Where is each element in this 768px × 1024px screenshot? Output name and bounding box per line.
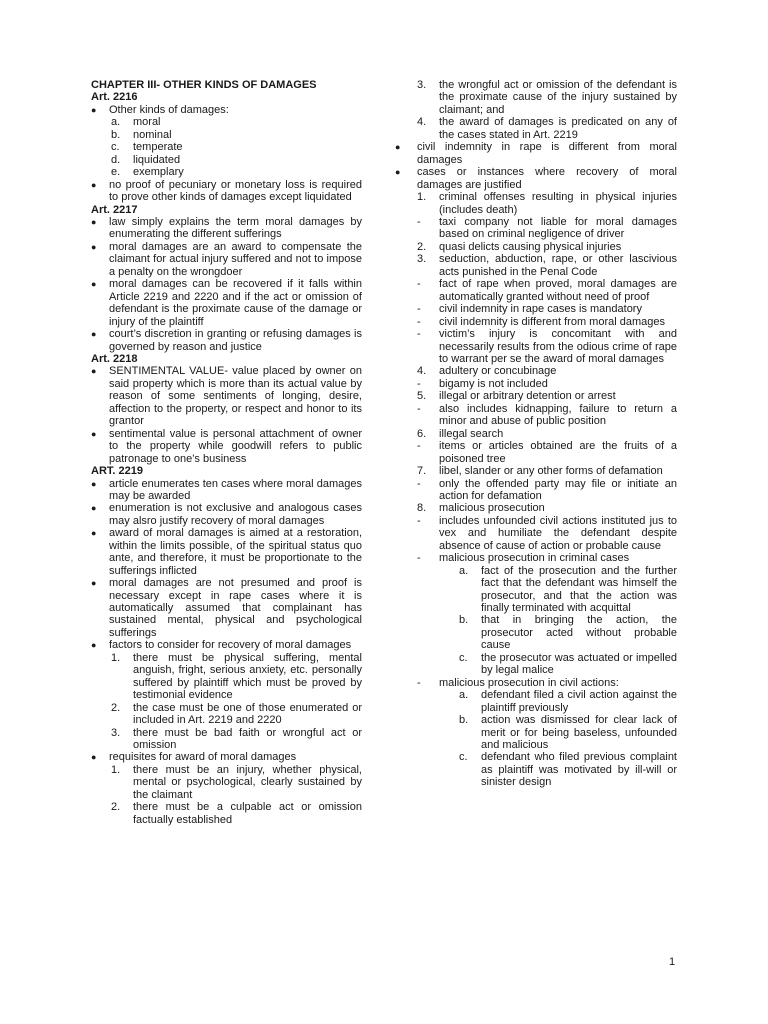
sub-item xyxy=(91,141,362,153)
bullet-item xyxy=(91,577,362,639)
bullet-text: Other kinds of damages: xyxy=(109,103,229,116)
left-column xyxy=(91,79,362,826)
item-marker: 1. xyxy=(111,651,121,664)
bullet-text: civil indemnity in rape is different from moral damages xyxy=(417,141,677,166)
numbered-item xyxy=(417,116,677,141)
bullet-item xyxy=(91,639,362,651)
bullet-text: SENTIMENTAL VALUE- value placed by owner on said property which is more than its actual value by reason of some sentiments of longing, desire, affection to the property, or respect and honor to its grantor xyxy=(109,365,362,428)
bullet-icon: ● xyxy=(91,241,97,252)
sub-item xyxy=(91,129,362,141)
item-text: civil indemnity in rape cases is mandatory xyxy=(439,303,642,316)
numbered-item xyxy=(459,652,677,677)
item-marker: 4. xyxy=(417,365,427,378)
sub-item xyxy=(91,116,362,128)
item-marker: 2. xyxy=(417,240,427,253)
bullet-text: award of moral damages is aimed at a restoration, within the limits possible, of the spiritual status quo ante, and therefore, it must be proportionate to the sufferings inflicted xyxy=(109,527,362,577)
item-marker: - xyxy=(417,315,421,328)
item-text: fact of rape when proved, moral damages are automatically granted without need of proof xyxy=(439,278,677,303)
item-text: there must be physical suffering, mental anguish, fright, serious anxiety, etc. personally suffered by plaintiff which must be proved by testimonial evidence xyxy=(133,651,362,702)
item-text: there must be a culpable act or omission factually established xyxy=(133,801,362,826)
bullet-item xyxy=(395,166,677,191)
item-marker: 8. xyxy=(417,502,427,515)
heading-art-2219: ART. 2219 xyxy=(91,465,143,478)
item-marker: c. xyxy=(459,751,468,764)
numbered-item xyxy=(91,801,362,826)
item-marker: 3. xyxy=(111,726,121,739)
item-text: quasi delicts causing physical injuries xyxy=(439,240,622,253)
item-text: the wrongful act or omission of the defendant is the proximate cause of the injury sustained by claimant; and xyxy=(439,79,677,116)
bullet-item xyxy=(91,502,362,527)
item-marker: e. xyxy=(111,166,121,179)
bullet-text: moral damages are an award to compensate the claimant for actual injury suffered and not to impose a penalty on the wrongdoer xyxy=(109,240,362,278)
bullet-item xyxy=(91,278,362,328)
item-text: taxi company not liable for moral damages based on criminal negligence of driver xyxy=(439,215,677,241)
item-marker: 3. xyxy=(417,253,427,266)
numbered-item xyxy=(417,390,677,402)
bullet-icon: ● xyxy=(91,478,97,489)
dash-item xyxy=(417,278,677,303)
dash-item xyxy=(417,515,677,552)
item-marker: - xyxy=(417,303,421,316)
numbered-item xyxy=(417,79,677,116)
numbered-item xyxy=(459,751,677,788)
item-marker: c. xyxy=(111,141,120,154)
item-text: items or articles obtained are the fruits of a poisoned tree xyxy=(439,440,677,465)
item-text: adultery or concubinage xyxy=(439,365,557,378)
dash-item xyxy=(417,328,677,365)
item-text: there must be an injury, whether physical, mental or psychological, clearly sustained by the claimant xyxy=(133,763,362,801)
page-number: 1 xyxy=(669,956,676,968)
bullet-icon: ● xyxy=(91,279,97,290)
item-text: action was dismissed for clear lack of merit or for being baseless, unfounded and malicious xyxy=(481,714,677,752)
item-marker: d. xyxy=(111,153,121,166)
item-text: the case must be one of those enumerated or included in Art. 2219 and 2220 xyxy=(133,701,362,727)
cases-list xyxy=(417,191,677,565)
bullet-icon: ● xyxy=(91,578,97,589)
bullet-item xyxy=(91,751,362,763)
item-marker: - xyxy=(417,328,421,341)
bullet-text: moral damages are not presumed and proof is necessary except in rape cases where it is automatically assumed that complainant has sustained mental, physical and psychological sufferings xyxy=(109,577,362,639)
item-text: victim’s injury is concomitant with and necessarily results from the odious crime of rape to warrant per se the award of moral damages xyxy=(439,328,677,365)
item-text: that in bringing the action, the prosecutor acted without probable cause xyxy=(481,614,677,652)
item-marker: a. xyxy=(111,116,121,129)
item-marker: 4. xyxy=(417,116,427,129)
bullet-icon: ● xyxy=(91,528,97,539)
numbered-item xyxy=(417,191,677,216)
item-text: there must be bad faith or wrongful act or omission xyxy=(133,726,362,752)
bullet-text: law simply explains the term moral damages by enumerating the different sufferings xyxy=(109,215,362,241)
bullet-icon: ● xyxy=(395,142,401,153)
item-marker: a. xyxy=(459,564,469,577)
bullet-text: enumeration is not exclusive and analogous cases may alsro justify recovery of moral damages xyxy=(109,502,362,527)
bullet-item xyxy=(395,141,677,166)
bullet-icon: ● xyxy=(91,752,97,763)
item-text: moral xyxy=(133,116,161,129)
item-text: includes unfounded civil actions instituted jus to vex and humiliate the defendant despite absence of cause of action or probable cause xyxy=(439,514,677,552)
item-text: defendant filed a civil action against the plaintiff previously xyxy=(481,689,677,714)
numbered-item xyxy=(91,764,362,801)
bullet-icon: ● xyxy=(91,104,97,115)
criminal-requisites xyxy=(459,565,677,677)
bullet-text: article enumerates ten cases where moral damages may be awarded xyxy=(109,477,362,502)
bullet-icon: ● xyxy=(395,167,401,178)
bullet-item xyxy=(91,478,362,503)
item-text: defendant who filed previous complaint as plaintiff was motivated by ill-will or sinister design xyxy=(481,751,677,789)
sub-item xyxy=(91,166,362,178)
item-marker: c. xyxy=(459,651,468,664)
item-marker: 3. xyxy=(417,79,427,91)
bullet-item xyxy=(91,104,362,116)
bullet-text: sentimental value is personal attachment of owner to the property while goodwill refers to public patronage to one’s business xyxy=(109,427,362,465)
item-text: civil indemnity is different from moral damages xyxy=(439,315,665,328)
right-column xyxy=(395,79,677,789)
bullet-icon: ● xyxy=(91,179,97,190)
item-text: illegal search xyxy=(439,427,504,440)
bullet-icon: ● xyxy=(91,329,97,340)
bullet-icon: ● xyxy=(91,428,97,439)
item-text: illegal or arbitrary detention or arrest xyxy=(439,390,616,403)
item-marker: 6. xyxy=(417,427,427,440)
item-marker: 5. xyxy=(417,390,427,403)
bullet-item xyxy=(91,216,362,241)
item-text: fact of the prosecution and the further fact that the defendant was himself the prosecutor, and that the action was finally terminated with acquittal xyxy=(481,564,677,615)
item-marker: 7. xyxy=(417,465,427,478)
item-marker: - xyxy=(417,278,421,291)
item-text: temperate xyxy=(133,141,183,154)
item-marker: b. xyxy=(459,614,469,627)
item-text: malicious prosecution in criminal cases xyxy=(439,552,630,565)
bullet-icon: ● xyxy=(91,366,97,377)
bullet-icon: ● xyxy=(91,216,97,227)
item-marker: b. xyxy=(111,128,121,141)
item-marker: b. xyxy=(459,714,469,727)
sub-item xyxy=(91,154,362,166)
numbered-item xyxy=(417,465,677,477)
heading-art-2216: Art. 2216 xyxy=(91,91,138,104)
item-marker: - xyxy=(417,440,421,453)
item-marker: - xyxy=(417,477,421,490)
dash-item xyxy=(417,440,677,465)
civil-requisites xyxy=(459,689,677,789)
bullet-icon: ● xyxy=(91,640,97,651)
item-marker: 1. xyxy=(111,763,121,776)
bullet-item xyxy=(91,428,362,465)
bullet-item xyxy=(91,179,362,204)
bullet-text: factors to consider for recovery of moral damages xyxy=(109,639,352,652)
numbered-item xyxy=(417,502,677,514)
item-marker: - xyxy=(417,402,421,415)
dash-item xyxy=(417,378,677,390)
bullet-item xyxy=(91,527,362,577)
numbered-item xyxy=(417,365,677,377)
heading-art-2217: Art. 2217 xyxy=(91,203,138,216)
dash-item xyxy=(417,316,677,328)
dash-item xyxy=(417,303,677,315)
dash-item xyxy=(417,552,677,564)
item-text: the award of damages is predicated on any of the cases stated in Art. 2219 xyxy=(439,116,677,141)
bullet-item xyxy=(91,241,362,278)
item-text: only the offended party may file or initiate an action for defamation xyxy=(439,477,677,502)
item-text: liquidated xyxy=(133,153,181,166)
item-text: seduction, abduction, rape, or other lascivious acts punished in the Penal Code xyxy=(439,253,677,278)
item-marker: 2. xyxy=(111,801,121,814)
numbered-item xyxy=(91,702,362,727)
item-marker: - xyxy=(417,377,421,390)
item-text: nominal xyxy=(133,128,172,141)
bullet-text: court’s discretion in granting or refusing damages is governed by reason and justice xyxy=(109,328,362,353)
item-text: the prosecutor was actuated or impelled by legal malice xyxy=(481,651,677,677)
dash-item xyxy=(417,216,677,241)
item-text: malicious prosecution in civil actions: xyxy=(439,676,619,689)
numbered-item xyxy=(459,714,677,751)
item-marker: - xyxy=(417,676,421,689)
numbered-item xyxy=(459,689,677,714)
item-marker: - xyxy=(417,514,421,527)
dash-item xyxy=(417,403,677,428)
bullet-text: no proof of pecuniary or monetary loss is required to prove other kinds of damages except liquidated xyxy=(109,178,362,204)
item-marker: 2. xyxy=(111,701,121,714)
item-text: malicious prosecution xyxy=(439,502,545,515)
numbered-item xyxy=(459,614,677,651)
numbered-item xyxy=(417,428,677,440)
item-marker: a. xyxy=(459,689,469,702)
bullet-icon: ● xyxy=(91,503,97,514)
item-marker: 1. xyxy=(417,191,427,204)
bullet-text: cases or instances where recovery of moral damages are justified xyxy=(417,166,677,191)
item-text: exemplary xyxy=(133,166,184,179)
numbered-item xyxy=(91,727,362,752)
item-marker: - xyxy=(417,552,421,565)
bullet-text: requisites for award of moral damages xyxy=(109,751,297,764)
bullet-item xyxy=(91,328,362,353)
item-marker: - xyxy=(417,215,421,228)
item-text: bigamy is not included xyxy=(439,377,548,390)
heading-art-2218: Art. 2218 xyxy=(91,352,138,365)
numbered-item xyxy=(459,565,677,615)
item-text: criminal offenses resulting in physical injuries (includes death) xyxy=(439,191,677,216)
numbered-item xyxy=(91,652,362,702)
dash-item xyxy=(417,478,677,503)
dash-item xyxy=(417,677,677,689)
item-text: libel, slander or any other forms of defamation xyxy=(439,465,663,478)
item-text: also includes kidnapping, failure to return a minor and abuse of public position xyxy=(439,402,677,428)
bullet-text: moral damages can be recovered if it falls within Article 2219 and 2220 and if the act or omission of defendant is the proximate cause of the damage or injury of the plaintiff xyxy=(109,278,362,328)
numbered-item xyxy=(417,241,677,253)
numbered-item xyxy=(417,253,677,278)
chapter-title: CHAPTER III- OTHER KINDS OF DAMAGES xyxy=(91,79,317,91)
bullet-item xyxy=(91,365,362,427)
